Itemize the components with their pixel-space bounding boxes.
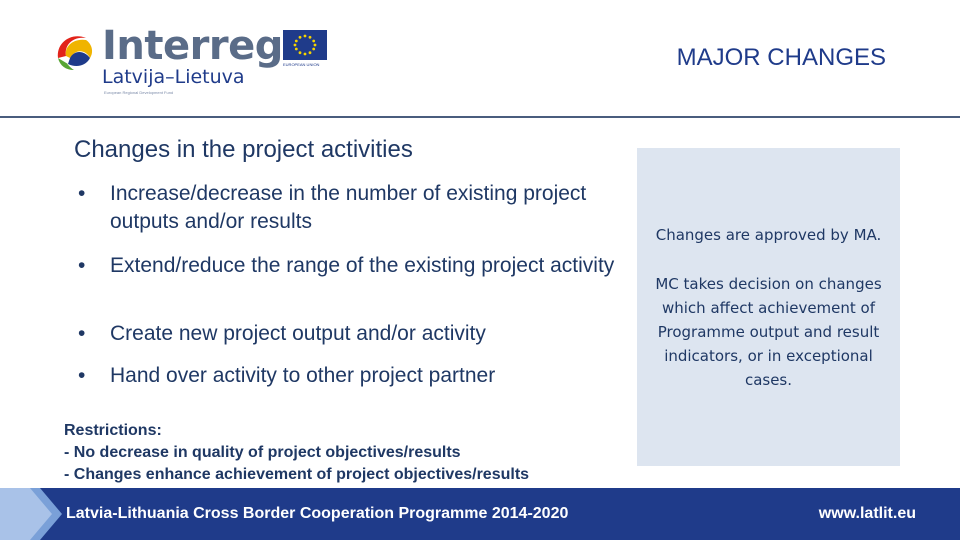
interreg-swirl-icon [52,28,98,74]
list-item [74,320,630,348]
bullet-icon: • [78,364,86,387]
footer-bar [0,488,960,540]
bullet-icon: • [78,254,86,277]
logo-subtitle: Latvija–Lietuva [102,66,245,88]
chevron-right-icon [0,488,62,540]
list-item-text: Hand over activity to other project partner [110,364,496,387]
section-title: Changes in the project activities [74,136,413,163]
list-item-text: Extend/reduce the range of the existing project activity [110,254,615,277]
list-item [74,362,630,390]
approval-info-panel [637,148,900,466]
panel-ma-approval-text: Changes are approved by MA. [655,226,882,244]
list-item-text: Increase/decrease in the number of existing project outputs and/or results [110,182,587,233]
restrictions-heading: Restrictions: [64,422,162,439]
footer-website-link[interactable]: www.latlit.eu [818,505,916,522]
header-divider [0,116,960,118]
list-item [74,252,630,280]
logo-wordmark: Interreg [102,23,283,69]
logo-tagline: European Regional Development Fund [104,90,174,95]
footer-programme-name: Latvia-Lithuania Cross Border Cooperation Programme 2014-2020 [66,505,569,522]
list-item [74,180,630,236]
list-item-text: Create new project output and/or activity [110,322,486,345]
page-title: MAJOR CHANGES [676,44,886,71]
restrictions-block [64,420,529,486]
bullet-icon: • [78,182,86,205]
eu-flag-icon [283,30,327,60]
restriction-item: - No decrease in quality of project objectives/results [64,444,461,461]
panel-mc-decision-text: MC takes decision on changes which affect achievement of Programme output and result indicators, or in exceptional cases. [655,275,882,389]
restriction-item: - Changes enhance achievement of project objectives/results [64,466,530,483]
bullet-icon: • [78,322,86,345]
eu-label: EUROPEAN UNION [283,62,320,67]
interreg-logo [52,24,342,100]
